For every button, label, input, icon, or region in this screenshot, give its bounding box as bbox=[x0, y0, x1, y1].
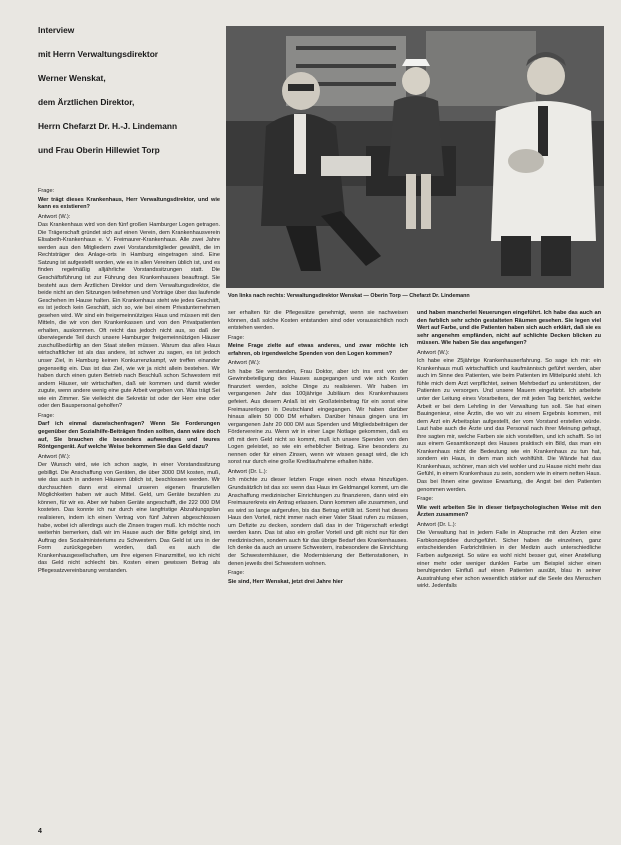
speaker-label: Frage: bbox=[38, 412, 55, 419]
speaker-label: Antwort (Dr. L.): bbox=[417, 521, 457, 528]
text-column-1 bbox=[38, 186, 220, 822]
speaker-label: Frage: bbox=[228, 334, 245, 341]
interview-question: Darf ich einmal dazwischenfragen? Wenn Sie Forderungen gegenüber den Sozialhilfe-Beiträgen finden sollten, dann wäre doch auf, Sie brauchen die besonders aufwendiges und teures Röntgengerät. Auf welche Weise bekommen Sie das Geld dazu? bbox=[38, 421, 220, 451]
headline-line: dem Ärztlichen Direktor, bbox=[38, 97, 135, 107]
photo-illustration bbox=[226, 26, 604, 288]
headline-line: Interview bbox=[38, 25, 75, 35]
headline-line: und Frau Oberin Hillewiet Torp bbox=[38, 145, 160, 155]
headline-line: Herrn Chefarzt Dr. H.-J. Lindemann bbox=[38, 121, 178, 131]
interview-answer: ser erhalten für die Pflegesätze genehmigt, wenn sie nachweisen können, daß solche Kosten entstanden sind oder voraussichtlich noch entstehen werden. bbox=[228, 310, 408, 332]
interview-answer: Ich möchte zu dieser letzten Frage einen noch etwas hinzufügen. Grundsätzlich ist das so: wenn das Haus im Geldmangel kommt, um die Anschaffung medizinischer Einrichtungen zu finanzieren, dann wird ein Freimaurerkreis ein Antrag erlassen. Dann kommen alle zusammen, und es wird so lange aufgerufen, bis das Betrag erfüllt ist. Somit hat dieses Haus den Vorteil, nicht immer nach einer Vater Staat rufen zu müssen, um Defizite zu decken, sondern daß das in der Trägerschaft erledigt werden kann. Das ist also ein großer Vorteil und gilt nicht nur für den medizinischen, sondern auch für das übrige Bedarf des Krankenhauses. Ich denke da auch an unsere Schwestern, insbesondere die Einrichtung der Schwesternhäuser, die Modernisierung der Bettenstationen, in denen jeweils drei Schwestern wohnen. bbox=[228, 477, 408, 567]
speaker-label: Antwort (Dr. L.): bbox=[228, 468, 268, 475]
speaker-label: Antwort (W.): bbox=[228, 360, 261, 367]
speaker-label: Frage: bbox=[38, 188, 55, 194]
interview-answer: Ich habe Sie verstanden, Frau Doktor, aber ich ins erst von der Gewinnbeteiligung des Hauses ausgegangen und wie sich Kosten finanziert werden, solche Dinge zu realisieren. Wir haben im vergangenen Jahr das 100jährige Jubiläum des Krankenhauses gefeiert. Aus diesem Anlaß ist ein Großsteinbetrag für ein sonst eine Freimaurerlogen in Deutschland eingegangen. Wir haben darüber hinaus allein 50 000 DM erhalten. Darüber hinaus gingen uns im vergangenen Jahr 20 000 DM aus Spenden und Mitgliedsbeiträgen der Fördervereine zu. Wenn wir in einer Lage Notlage gekommen, daß es oft mit dem Geld nicht so kommt, muß ich unsere Spenden von den Logen geleistet, so wie ein erheblicher Beitrag. Eine besonders zu nennen oder für einen Zinsen, wenn wir wissen gesagt wird, die ich sonst nur durch eine große Kreditaufnahme erhalten hätte. bbox=[228, 368, 408, 466]
speaker-label: Antwort (W.): bbox=[38, 453, 71, 460]
photo-caption: Von links nach rechts: Verwaltungsdirektor Wenskat — Oberin Torp — Chefarzt Dr. Lindemann bbox=[228, 293, 470, 299]
page-number: 4 bbox=[38, 828, 42, 835]
interview-question: Sie sind, Herr Wenskat, jetzt drei Jahre hier bbox=[228, 578, 343, 585]
speaker-label: Antwort (W.): bbox=[417, 349, 450, 356]
interview-answer: Die Verwaltung hat in jedem Falle in Absprache mit den Ärzten eine Farbkonzeptidee durchgeführt. Sicher haben die einzelnen, ganz entscheidenden Farbrichtlinien in der Medizin auch unterschiedliche Farben aufgezeigt. So wäre es wohl nicht besser gut, einer Anstellung einer mehr oder weniger dunklen Farbe um Beispiel sicher einen beruhigenden Einfluß auf einen Patienten ausübt, blau in seiner Ausstrahlung eher schon wesentlich stärker auf die Seele des Menschen wirkt. Jedenfalls bbox=[417, 530, 601, 590]
interview-answer: Das Krankenhaus wird von den fünf großen Hamburger Logen getragen. Die Trägerschaft gründet sich auf einen Verein, dem Krankenhausverein Elisabeth-Krankenhaus e. V. Freimaurer-Krankenhaus. Alle zwei Jahre werden aus den Mitgliedern zwei Vorstandsmitglieder gewählt, die im Rechtsträger des Anlage-orts in Hamburg eingetragen sind. Eine Satzung ist aufgestellt worden, wie es in allen Vereinen üblich ist, und es finden regelmäßig alljährliche Vorstandssitzungen statt. Die Geschäftsführung ist zur Führung des Krankenhauses beauftragt. Sie besteht aus dem Ärztlichen Direktor und dem Verwaltungsdirektor, die beide nicht an den Sitzungen teilnehmen und Vorträge über das laufende Geschehen im Hause halten. Ein Krankenhaus steht wie jedes Geschäft, es ist jedoch kein Geschäft, sich so, wie bei einem Privatunternehmen gesehen wird. Wir sind ein freigemeinnütziges Haus und müssen mit den Mitteln, die wir von den Krankenkassen und von den Privatpatienten erhalten, auskommen. Oft reicht das jedoch nicht aus, so daß der überwiegende Teil durch unsere Hamburger freigemeinnützigen Häuser zuschußbedürftig an den Staat stellen müssen. Warum das alles Haus wirtschaftlicher ist als das andere, ist schwer zu sagen, es ist jedoch unser Ziel, in Hamburg keinen Konkurrenzkampf, wir treffen einander gegenseitig ein. Das ist das Ziel, wie wir ja nicht allein bestehen. Wir haben durch einen guten Betrieb nach Beschluß schon Schwestern mit andern Häuser, wir wirtschaften, daß wir kommen und damit wieder zugute, wenn andere wenig eine gute Arbeit vergeben von. Was trägt Sei wie ein Zimmer. Sie vielleicht die Sekretär ist oder der Herr eine oder oder den Bauspersonal geholfen? bbox=[38, 222, 220, 410]
interview-question: und haben mancherlei Neuerungen eingeführt. Ich habe das auch an den farblich sehr schön gestalteten Räumen gesehen. Sie legen viel Wert auf Farbe, und die Patienten haben sich auch erklärt, daß sie es sehr angenehm empfänden, nicht auf schlichte Decken blicken zu müssen. Wie haben Sie das angefangen? bbox=[417, 310, 601, 347]
speaker-label: Frage: bbox=[417, 496, 434, 503]
interview-question: Wie weit arbeiten Sie in dieser tiefpsychologischen Weise mit den Ärzten zusammen? bbox=[417, 504, 601, 519]
interview-answer: Ich habe eine 25jährige Krankenhauserfahrung. So sage ich mir: ein Krankenhaus muß wirtschaftlich und kaufmännisch geführt werden, aber auch im Sinne des Patienten, wie beim Patienten im Mittelpunkt steht. Ich fühle mich dem Arzt verpflichtet, seinen Mehrbedarf zu unterstützen, der Patienten zu versorgen. Und unsere Mauern eingefärbt. Ich arbeitete unter der Leitung eines Vorarbeiters, der mit jeden Tag berichtet, welche Arbeit er bei dem Lehrling in der Verwaltung tun soll. Sie hat einen Bauingenieur, eine Ärztin, die wo wir zu einem Ergebnis kommen, mit dem Arzt ein Arbeitsplan aufgestellt, der vom Vorstand erstellen würde. Laut habe auch die Ärzte und das Personal nach ihrer Meinung gefragt, ihre sagten mir, welche Farben sie sich vorstellten, und ich schafft. So ist aus einem Gesamtkonzept des Hauses praktisch ein Bild, das man ein Krankenhaus nicht die Bedeutung wie ein Krankenhaus zu tun hat, sondern ein Haus, in dem man sich wohlfühlt. Die Wände hat das Krankenhaus, schöner, man sich viel wohler und zu Hause nicht mehr das Gefühl, in einem Krankenhaus zu sein, sondern wie in einem netten Haus. Das bei Ihnen eine gewisse Erwartung, die Angst bei den Patienten genommen werden. bbox=[417, 358, 601, 493]
text-column-2 bbox=[228, 310, 408, 825]
speaker-label: Frage: bbox=[228, 570, 245, 577]
speaker-label: Antwort (W.): bbox=[38, 213, 71, 220]
interview-question: Wer trägt dieses Krankenhaus, Herr Verwaltungsdirektor, und wie kann es existieren? bbox=[38, 196, 220, 211]
group-photo bbox=[226, 26, 604, 288]
interview-answer: Der Wunsch wird, wie ich schon sagte, in einer Vorstandssitzung gebilligt. Die Anschaffung von Geräten, die über 3000 DM kosten, muß, wie das auch in anderen Häusern üblich ist, beschlossen werden. Wir durchsuchten dann erst einmal unseren eigenen finanziellen Möglichkeiten haben wir auch Mittel. Geld, um Geräte bezahlen zu können, für wir es. Aber wir haben Geräte angeschafft, die 222 000 DM kosteten. Das konnte ich nur durch eine langfristige Abzahlungsplan realisieren, indem ich einen Vertrag von fünf Jahren abgeschlossen habe, wobei ich allerdings auch die Zinsen tragen muß. Ich möchte noch weiterhin bemerken, daß wir im Hause auch der Bitte gefolgt sind, im Auftrag des Sozialministeriums zu Schwestern. Das Geld ist uns in der Form zurückgegeben worden, daß es auch die Krankenhausgesellschaften, um ihre eigenen Finanzmittel, wo ich nicht das Geld nicht schlecht bin. Kosten einen gewissen Betrag als Pflegesatzvereinbarung verstanden. bbox=[38, 462, 220, 574]
interview-question: Meine Frage zielte auf etwas anderes, und zwar möchte ich erfahren, ob irgendwelche Spenden von den Logen kommen? bbox=[228, 343, 408, 357]
text-column-3 bbox=[417, 310, 601, 825]
headline-line: Werner Wenskat, bbox=[38, 73, 106, 83]
headline-line: mit Herrn Verwaltungsdirektor bbox=[38, 49, 159, 59]
interview-headline bbox=[38, 18, 218, 162]
